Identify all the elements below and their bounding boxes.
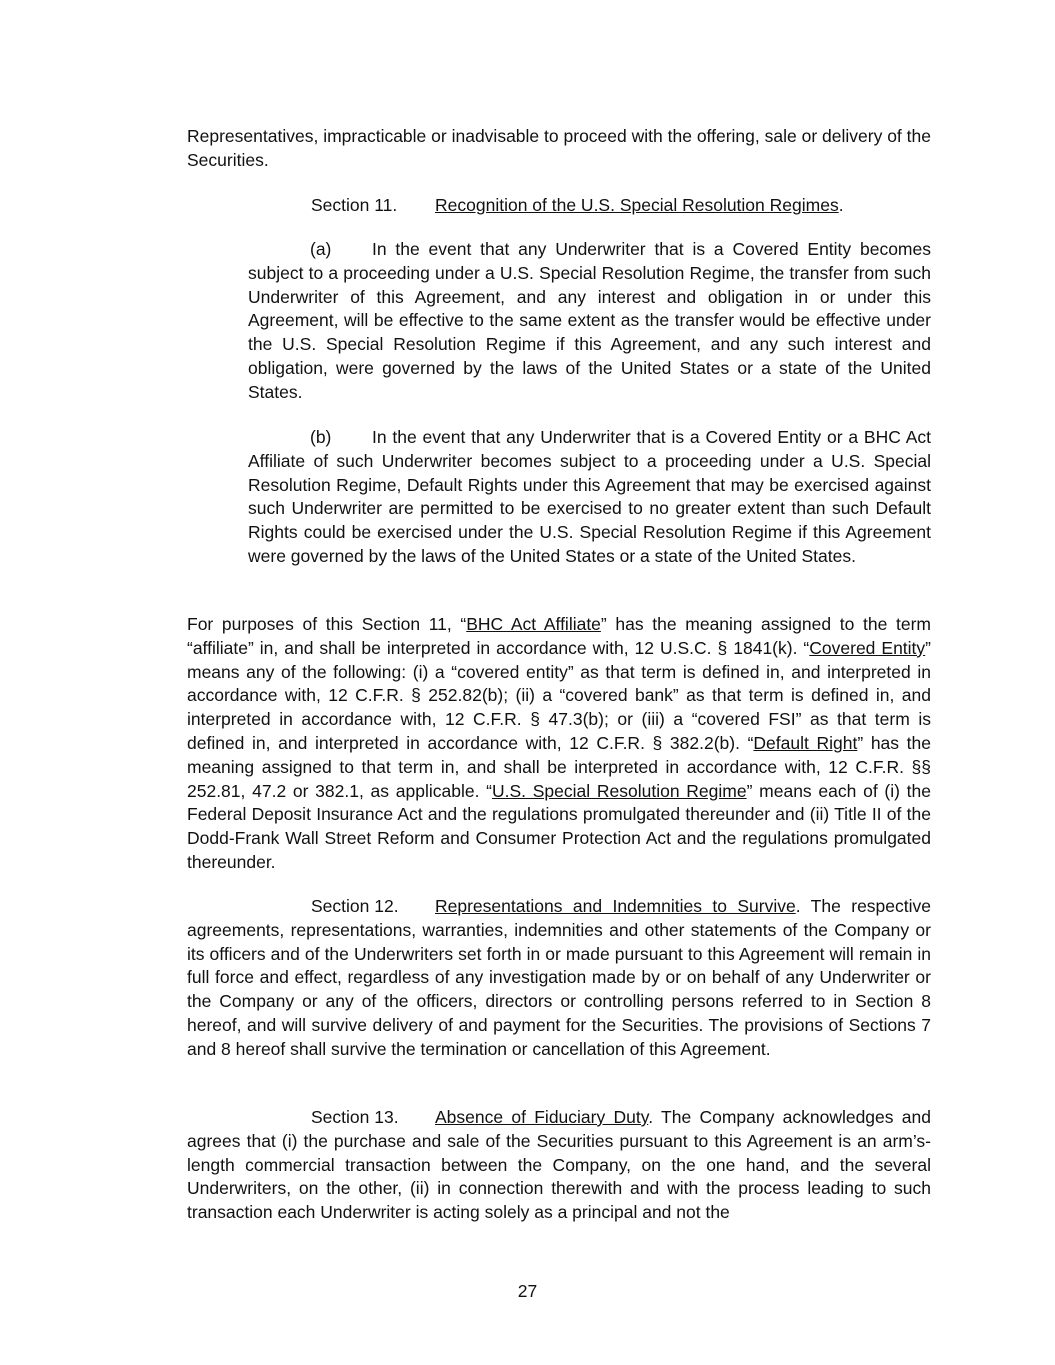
section-11-a-paragraph xyxy=(248,238,931,405)
section-12-text: . The respective agreements, representations, warranties, indemnities and other statements of the Company or its officers and of the Underwriters set forth in or made pursuant to this Agreement will remain in full force and effect, regardless of any investigation made by or on behalf of any Underwriter or the Company or any of the officers, directors or controlling persons referred to in Section 8 hereof, and will survive delivery of and payment for the Securities. The provisions of Sections 7 and 8 hereof shall survive the termination or cancellation of this Agreement. xyxy=(187,896,931,1059)
section-11-title: Recognition of the U.S. Special Resolution Regimes xyxy=(435,195,839,215)
section-11-title-end: . xyxy=(838,195,844,215)
section-11-b-label: (b) xyxy=(310,427,332,447)
term-us-special-resolution-regime: U.S. Special Resolution Regime xyxy=(492,780,747,801)
section-11-a-label: (a) xyxy=(310,239,332,259)
term-default-right: Default Right xyxy=(753,732,858,753)
defs-text-2: ” has the meaning assigned to the term “affiliate” in, and shall be interpreted in accordance with, 12 U.S.C. § 1841(k). “ xyxy=(187,614,931,658)
defs-text-4: ” has the meaning assigned to that term in, and shall be interpreted in accordance with, 12 C.F.R. §§ 252.81, 47.2 or 382.1, as applicable. “ xyxy=(187,732,931,801)
section-13-title: Absence of Fiduciary Duty xyxy=(435,1107,649,1127)
page-number: 27 xyxy=(517,1281,538,1301)
section-11-b-paragraph xyxy=(248,426,931,569)
section-13-text: . The Company acknowledges and agrees that (i) the purchase and sale of the Securities pursuant to this Agreement is an arm’s-length commercial transaction between the Company, on the one hand, and the several Underwriters, on the other, (ii) in connection therewith and with the process leading to such transaction each Underwriter is acting solely as a principal and not the xyxy=(187,1107,931,1223)
section-11-number: Section 11. xyxy=(311,195,398,215)
section-11-heading xyxy=(311,194,844,218)
term-bhc-act-affiliate: BHC Act Affiliate xyxy=(466,614,601,634)
section-12-title: Representations and Indemnities to Survive xyxy=(435,896,796,916)
definitions-paragraph xyxy=(187,613,931,875)
section-12-paragraph xyxy=(187,895,931,1062)
section-11-a-text: In the event that any Underwriter that is a Covered Entity becomes subject to a proceeding under a U.S. Special Resolution Regime, the transfer from such Underwriter of this Agreement, and any interest and obligation in or under this Agreement, will be effective to the same extent as the transfer would be effective under the U.S. Special Resolution Regime if this Agreement, and any such interest and obligation, were governed by the laws of the United States or a state of the United States. xyxy=(248,239,931,402)
defs-text-3: ” means any of the following: (i) a “covered entity” as that term is defined in, and interpreted in accordance with, 12 C.F.R. § 252.82(b); (ii) a “covered bank” as that term is defined in, and interpreted in accordance with, 12 C.F.R. § 47.3(b); or (iii) a “covered FSI” as that term is defined in, and interpreted in accordance with, 12 C.F.R. § 382.2(b). “ xyxy=(187,637,931,753)
section-11-b-text: In the event that any Underwriter that is a Covered Entity or a BHC Act Affiliate of such Underwriter becomes subject to a proceeding under a U.S. Special Resolution Regime, Default Rights under this Agreement that may be exercised against such Underwriter are permitted to be exercised to no greater extent than such Default Rights could be exercised under the U.S. Special Resolution Regime if this Agreement were governed by the laws of the United States or a state of the United States. xyxy=(248,427,931,566)
section-13-paragraph xyxy=(187,1106,931,1225)
defs-text-1: For purposes of this Section 11, “ xyxy=(187,614,467,634)
intro-paragraph: Representatives, impracticable or inadvisable to proceed with the offering, sale or delivery of the Securities. xyxy=(187,126,931,170)
term-covered-entity: Covered Entity xyxy=(809,637,926,658)
section-13-number: Section 13. xyxy=(311,1107,399,1127)
defs-text-5: ” means each of (i) the Federal Deposit Insurance Act and the regulations promulgated thereunder and (ii) Title II of the Dodd-Frank Wall Street Reform and Consumer Protection Act and the regulations promulgated thereunder. xyxy=(187,780,931,872)
section-12-number: Section 12. xyxy=(311,896,399,916)
